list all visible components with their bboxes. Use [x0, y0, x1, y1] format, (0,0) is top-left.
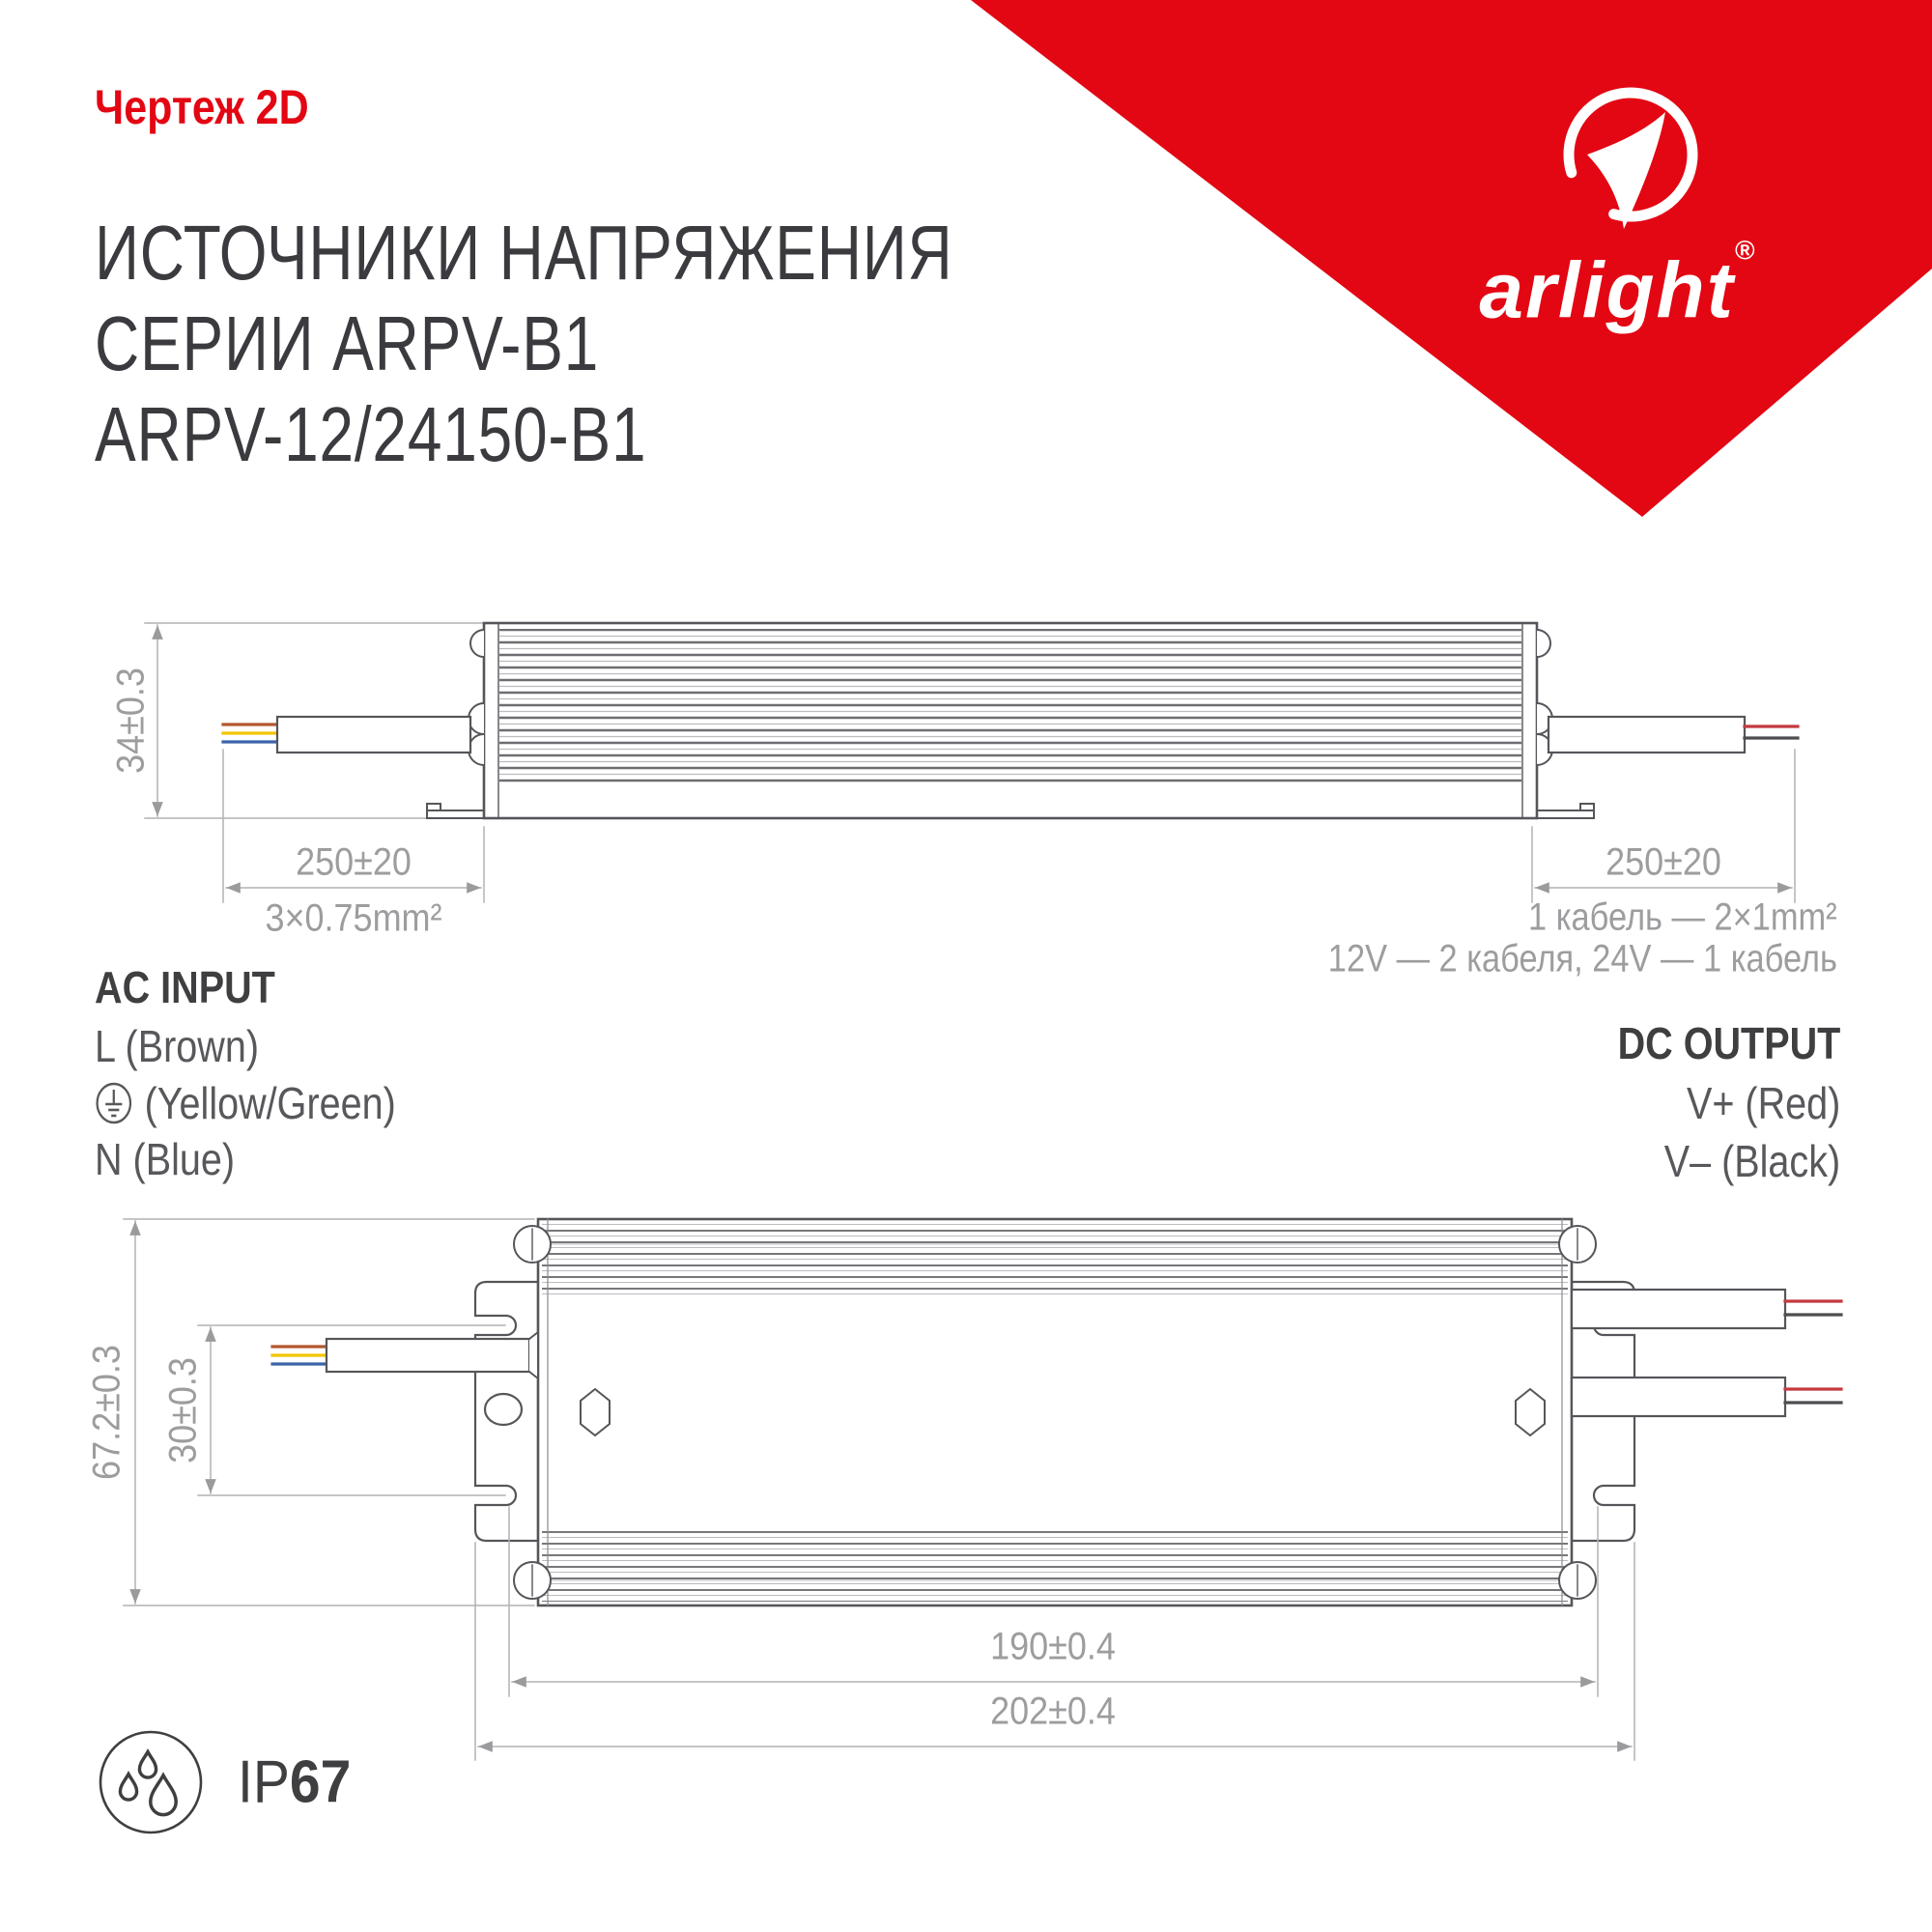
cable-jacket [277, 717, 470, 753]
cable-jacket [1572, 1378, 1785, 1416]
input-cable-side [223, 717, 470, 753]
title-line-1: ИСТОЧНИКИ НАПРЯЖЕНИЯ [95, 210, 953, 296]
title-line-3: ARPV-12/24150-B1 [95, 391, 647, 477]
fin-band-top [542, 1223, 1568, 1294]
mount-tab-left [427, 810, 485, 818]
output-cable-note-1: 1 кабель — 2×1mm² [1528, 895, 1837, 939]
bracket-hole-left [485, 1394, 522, 1425]
ac-input-heading: AC INPUT [95, 962, 275, 1012]
ac-line-neutral: N (Blue) [95, 1134, 236, 1184]
input-cable-spec: 3×0.75mm² [265, 896, 442, 940]
output-cable-note-2: 12V — 2 кабеля, 24V — 1 кабель [1327, 937, 1837, 980]
cable-jacket [1548, 717, 1745, 753]
dim-label-250-right: 250±20 [1605, 840, 1721, 884]
hex-screw-left [581, 1389, 610, 1435]
ip-prefix: IP [238, 1748, 290, 1816]
output-cable-top-2 [1572, 1378, 1841, 1416]
drawing-type-label: Чертеж 2D [95, 80, 309, 134]
dc-line-minus: V– (Black) [1663, 1136, 1840, 1186]
dim-label-202: 202±0.4 [990, 1690, 1116, 1733]
cable-jacket [327, 1339, 529, 1372]
page-title [95, 208, 953, 480]
screw-boss [470, 630, 484, 657]
ac-line-live: L (Brown) [95, 1021, 260, 1071]
registered-trademark: ® [1734, 235, 1755, 266]
dc-line-plus: V+ (Red) [1686, 1078, 1840, 1128]
ip-value: 67 [289, 1748, 352, 1816]
top-view-drawing [124, 1219, 1841, 1760]
ac-line-earth [95, 1077, 396, 1129]
dc-output-heading: DC OUTPUT [1617, 1018, 1840, 1068]
fin-band-bottom [542, 1530, 1568, 1602]
dim-label-34: 34±0.3 [109, 668, 153, 774]
dim-label-67: 67.2±0.3 [85, 1345, 128, 1480]
output-cable-top-1 [1572, 1290, 1841, 1328]
screw-boss [1537, 630, 1550, 657]
mount-tab-right [1536, 810, 1594, 818]
brand-name: arlight [1479, 246, 1735, 335]
water-drops-icon [100, 1732, 201, 1833]
dim-label-250-left: 250±20 [296, 840, 412, 884]
earth-label: (Yellow/Green) [144, 1078, 396, 1128]
brand-triangle [971, 0, 1932, 517]
brand-wordmark [1479, 236, 1754, 337]
cable-jacket [1572, 1290, 1785, 1328]
dim-label-190: 190±0.4 [990, 1625, 1116, 1668]
earth-ground-icon [95, 1081, 133, 1125]
heatsink-fins [499, 629, 1521, 783]
input-cable-top [272, 1332, 538, 1378]
dim-label-30: 30±0.3 [161, 1357, 205, 1463]
title-line-2: СЕРИИ ARPV-B1 [95, 300, 600, 386]
output-cable-side [1548, 717, 1798, 753]
ip-rating-badge [238, 1748, 351, 1817]
hex-screw-right [1516, 1389, 1545, 1435]
